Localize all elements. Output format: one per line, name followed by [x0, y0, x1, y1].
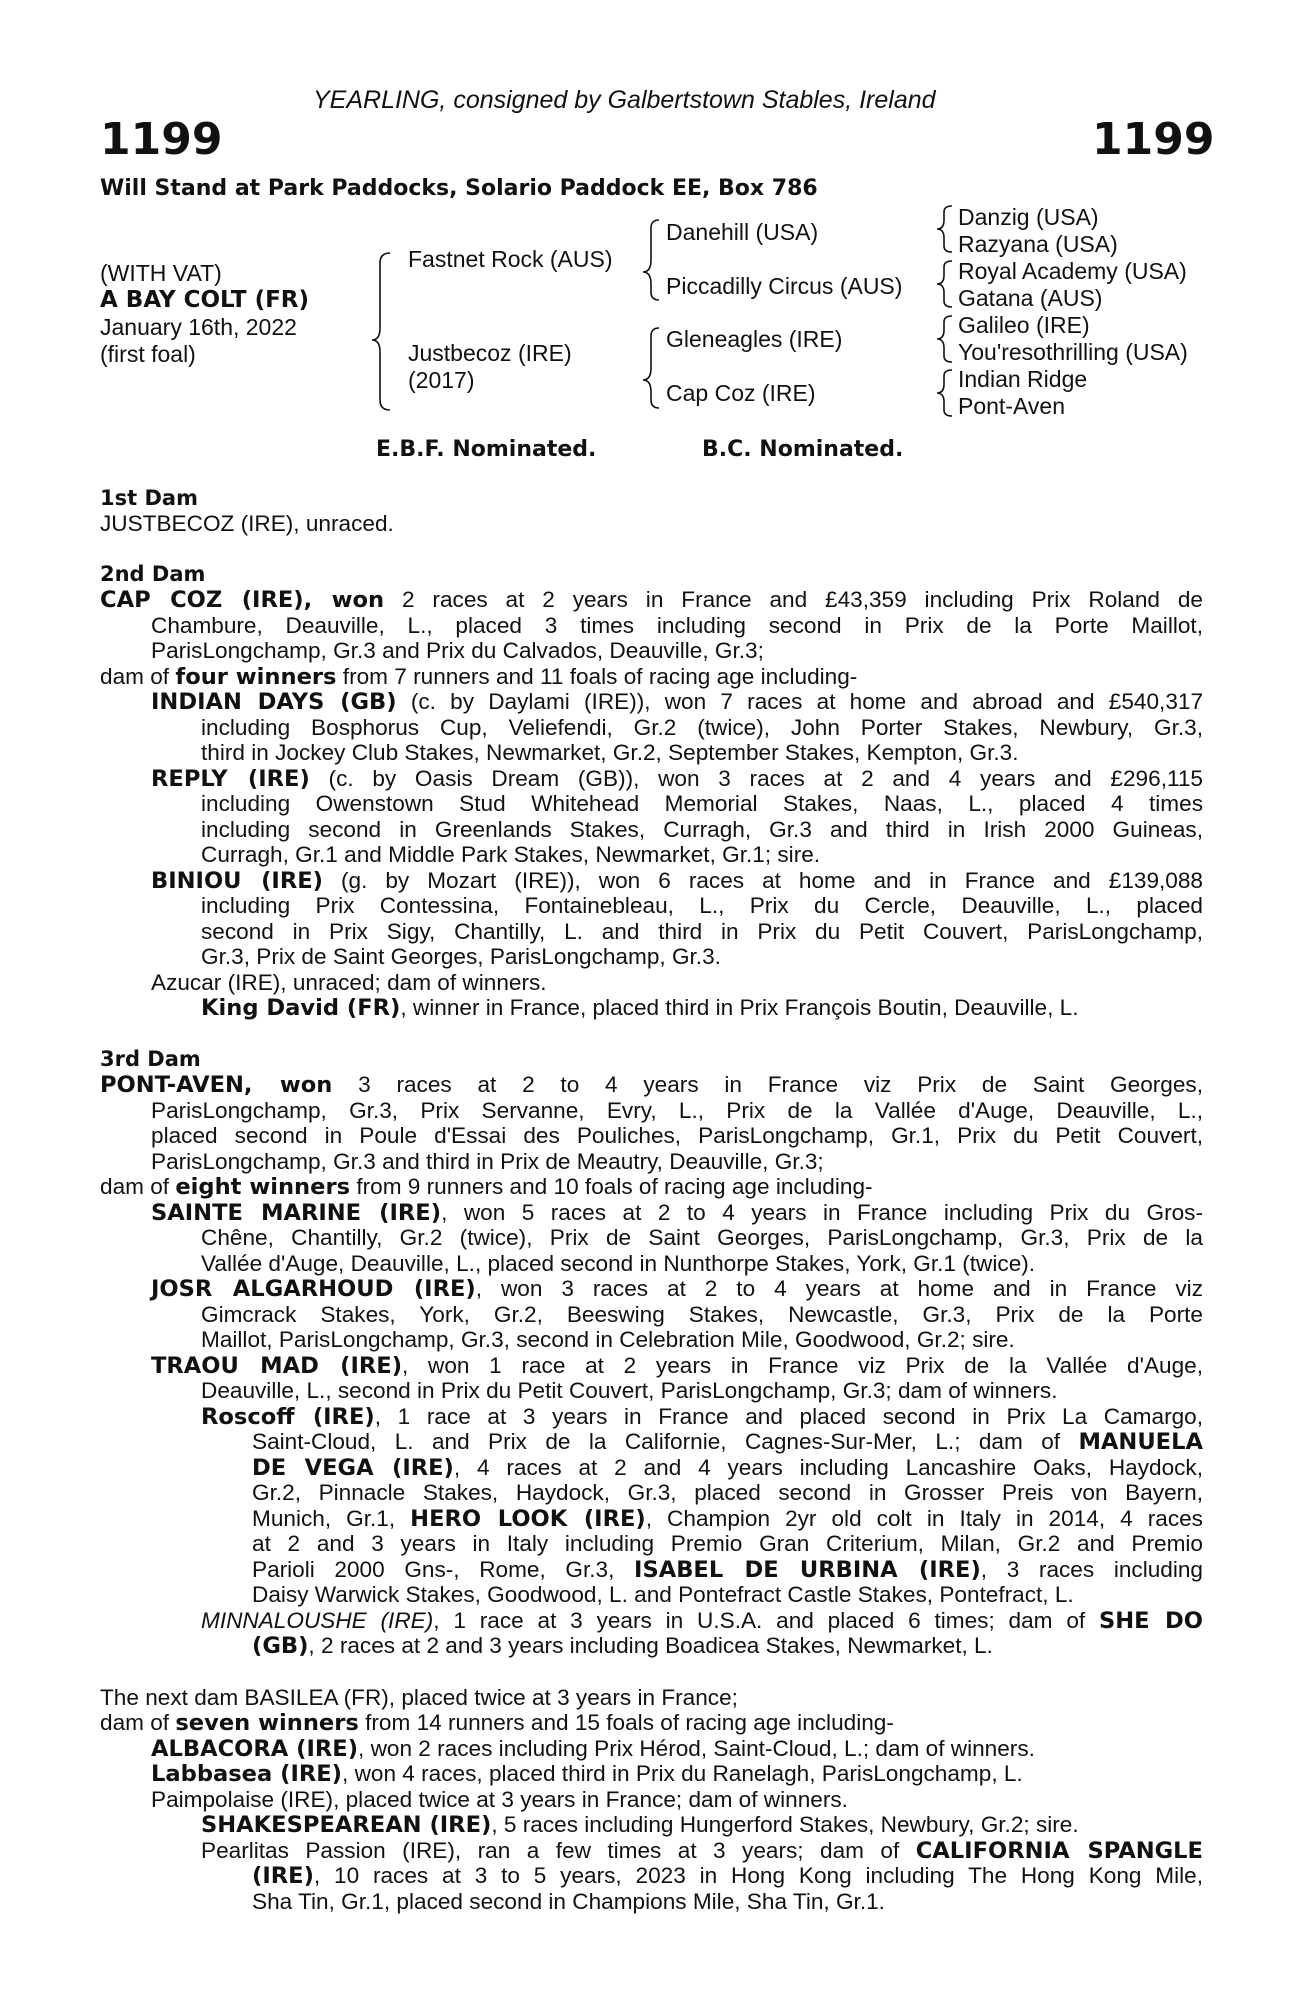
horse-dob: January 16th, 2022 [100, 314, 297, 340]
produce-biniou: BINIOU (IRE) (g. by Mozart (IRE)), won 6 races at home and in France and £139,088 [151, 868, 1203, 894]
produce-line: Gr.2, Pinnacle Stakes, Haydock, Gr.3, placed second in Grosser Preis von Bayern, [252, 1480, 1203, 1505]
third-dam-heading: 3rd Dam [100, 1047, 201, 1071]
bc-nominated: B.C. Nominated. [702, 437, 904, 462]
produce-line: Parioli 2000 Gns-, Rome, Gr.3, ISABEL DE URBINA (IRE), 3 races including [252, 1557, 1203, 1583]
dam: Justbecoz (IRE) [408, 340, 572, 366]
gg-8: Pont-Aven [958, 393, 1065, 419]
produce-traou-mad: TRAOU MAD (IRE), won 1 race at 2 years in France viz Prix de la Vallée d'Auge, [151, 1353, 1203, 1379]
gg-1: Danzig (USA) [958, 204, 1099, 230]
produce-line: including Owenstown Stud Whitehead Memorial Stakes, Naas, L., placed 4 times [201, 791, 1203, 816]
sire-dam: Piccadilly Circus (AUS) [666, 273, 903, 299]
gg-5: Galileo (IRE) [958, 312, 1090, 338]
produce-line: (GB), 2 races at 2 and 3 years including Boadicea Stakes, Newmarket, L. [252, 1633, 993, 1659]
next-dam-produce-summary: dam of seven winners from 14 runners and 15 foals of racing age including- [100, 1710, 894, 1736]
gg-3: Royal Academy (USA) [958, 258, 1187, 284]
gg-7: Indian Ridge [958, 366, 1088, 392]
produce-indian-days: INDIAN DAYS (GB) (c. by Daylami (IRE)), won 7 races at home and abroad and £540,317 [151, 689, 1204, 715]
produce-josr-algarhoud: JOSR ALGARHOUD (IRE), won 3 races at 2 to 4 years at home and in France viz [151, 1276, 1203, 1302]
dam-name: CAP COZ (IRE), won [100, 587, 385, 613]
produce-line: Saint-Cloud, L. and Prix de la Californie, Cagnes-Sur-Mer, L.; dam of MANUELA [252, 1429, 1203, 1455]
produce-line: DE VEGA (IRE), 4 races at 2 and 4 years including Lancashire Oaks, Haydock, [252, 1455, 1204, 1481]
produce-line: Gr.3, Prix de Saint Georges, ParisLongchamp, Gr.3. [201, 944, 721, 969]
next-dam-line-1: The next dam BASILEA (FR), placed twice at 3 years in France; [100, 1685, 738, 1710]
produce-minnaloushe: MINNALOUSHE (IRE), 1 race at 3 years in U.S.A. and placed 6 times; dam of SHE DO [201, 1608, 1203, 1634]
lot-number-left: 1199 [100, 114, 223, 165]
produce-line: at 2 and 3 years in Italy including Premio Gran Criterium, Milan, Gr.2 and Premio [252, 1531, 1203, 1556]
third-dam-line-1: PONT-AVEN, won 3 races at 2 to 4 years in France viz Prix de Saint Georges, [100, 1072, 1203, 1098]
produce-roscoff: Roscoff (IRE), 1 race at 3 years in France and placed second in Prix La Camargo, [201, 1404, 1204, 1430]
horse-name: A BAY COLT (FR) [100, 287, 310, 313]
produce-labbasea: Labbasea (IRE), won 4 races, placed third in Prix du Ranelagh, ParisLongchamp, L. [151, 1761, 1023, 1787]
gg-6: You'resothrilling (USA) [958, 339, 1188, 365]
produce-line: Munich, Gr.1, HERO LOOK (IRE), Champion 2yr old colt in Italy in 2014, 4 races [252, 1506, 1203, 1532]
produce-line: (IRE), 10 races at 3 to 5 years, 2023 in Hong Kong including The Hong Kong Mile, [252, 1863, 1203, 1889]
sire-sire: Danehill (USA) [666, 219, 819, 245]
lot-number-right: 1199 [1092, 114, 1215, 165]
produce-king-david: King David (FR), winner in France, placed third in Prix François Boutin, Deauville, L. [201, 995, 1079, 1021]
produce-line: second in Prix Sigy, Chantilly, L. and third in Prix du Petit Couvert, ParisLongchamp, [201, 919, 1203, 944]
gg-4: Gatana (AUS) [958, 285, 1103, 311]
produce-line: including Prix Contessina, Fontainebleau, L., Prix du Cercle, Deauville, L., placed [201, 893, 1203, 918]
produce-line: Curragh, Gr.1 and Middle Park Stakes, Newmarket, Gr.1; sire. [201, 842, 821, 867]
produce-line: including Bosphorus Cup, Veliefendi, Gr.2 (twice), John Porter Stakes, Newbury, Gr.3, [201, 715, 1203, 740]
second-dam-heading: 2nd Dam [100, 562, 206, 586]
produce-line: third in Jockey Club Stakes, Newmarket, Gr.2, September Stakes, Kempton, Gr.3. [201, 740, 1019, 765]
produce-reply: REPLY (IRE) (c. by Oasis Dream (GB)), won 3 races at 2 and 4 years and £296,115 [151, 766, 1203, 792]
produce-shakespearean: SHAKESPEAREAN (IRE), 5 races including Hungerford Stakes, Newbury, Gr.2; sire. [201, 1812, 1079, 1838]
vat-note: (WITH VAT) [100, 260, 222, 286]
produce-paimpolaise: Paimpolaise (IRE), placed twice at 3 years in France; dam of winners. [151, 1787, 848, 1812]
dam-dam: Cap Coz (IRE) [666, 380, 816, 406]
gg-2: Razyana (USA) [958, 231, 1118, 257]
produce-pearlitas-passion: Pearlitas Passion (IRE), ran a few times at 3 years; dam of CALIFORNIA SPANGLE [201, 1838, 1203, 1864]
stand-location: Will Stand at Park Paddocks, Solario Paddock EE, Box 786 [100, 176, 818, 201]
produce-line: Vallée d'Auge, Deauville, L., placed second in Nunthorpe Stakes, York, Gr.1 (twice). [201, 1251, 1036, 1276]
second-dam-produce-summary: dam of four winners from 7 runners and 11 foals of racing age including- [100, 664, 858, 690]
third-dam-line: ParisLongchamp, Gr.3 and third in Prix de Meautry, Deauville, Gr.3; [151, 1149, 824, 1174]
foal-note: (first foal) [100, 341, 196, 367]
third-dam-line: placed second in Poule d'Essai des Pouliches, ParisLongchamp, Gr.1, Prix du Petit Couvert, [151, 1123, 1203, 1148]
sire: Fastnet Rock (AUS) [408, 246, 613, 272]
produce-azucar: Azucar (IRE), unraced; dam of winners. [151, 970, 547, 995]
ebf-nominated: E.B.F. Nominated. [376, 437, 597, 462]
first-dam-text: JUSTBECOZ (IRE), unraced. [100, 511, 394, 536]
consignment-line: YEARLING, consigned by Galbertstown Stables, Ireland [313, 86, 936, 114]
produce-line: Daisy Warwick Stakes, Goodwood, L. and Pontefract Castle Stakes, Pontefract, L. [252, 1582, 1074, 1607]
produce-albacora: ALBACORA (IRE), won 2 races including Prix Hérod, Saint-Cloud, L.; dam of winners. [151, 1736, 1035, 1762]
dam-year: (2017) [408, 367, 475, 393]
third-dam-line: ParisLongchamp, Gr.3, Prix Servanne, Evry, L., Prix de la Vallée d'Auge, Deauville, L., [151, 1098, 1203, 1123]
second-dam-line-2: Chambure, Deauville, L., placed 3 times including second in Prix de la Porte Maillot, [151, 613, 1203, 638]
produce-line: Maillot, ParisLongchamp, Gr.3, second in Celebration Mile, Goodwood, Gr.2; sire. [201, 1327, 1015, 1352]
produce-line: Sha Tin, Gr.1, placed second in Champions Mile, Sha Tin, Gr.1. [252, 1889, 885, 1914]
produce-line: including second in Greenlands Stakes, Curragh, Gr.3 and third in Irish 2000 Guineas, [201, 817, 1203, 842]
produce-line: Deauville, L., second in Prix du Petit Couvert, ParisLongchamp, Gr.3; dam of winners. [201, 1378, 1058, 1403]
produce-line: Gimcrack Stakes, York, Gr.2, Beeswing Stakes, Newcastle, Gr.3, Prix de la Porte [201, 1302, 1203, 1327]
second-dam-line-1: CAP COZ (IRE), won 2 races at 2 years in France and £43,359 including Prix Roland de [100, 587, 1203, 613]
third-dam-produce-summary: dam of eight winners from 9 runners and 10 foals of racing age including- [100, 1174, 873, 1200]
produce-line: Chêne, Chantilly, Gr.2 (twice), Prix de Saint Georges, ParisLongchamp, Gr.3, Prix de la [201, 1225, 1203, 1250]
second-dam-line-3: ParisLongchamp, Gr.3 and Prix du Calvados, Deauville, Gr.3; [151, 638, 764, 663]
first-dam-heading: 1st Dam [100, 486, 198, 510]
produce-sainte-marine: SAINTE MARINE (IRE), won 5 races at 2 to 4 years in France including Prix du Gros- [151, 1200, 1203, 1226]
dam-sire: Gleneagles (IRE) [666, 326, 843, 352]
